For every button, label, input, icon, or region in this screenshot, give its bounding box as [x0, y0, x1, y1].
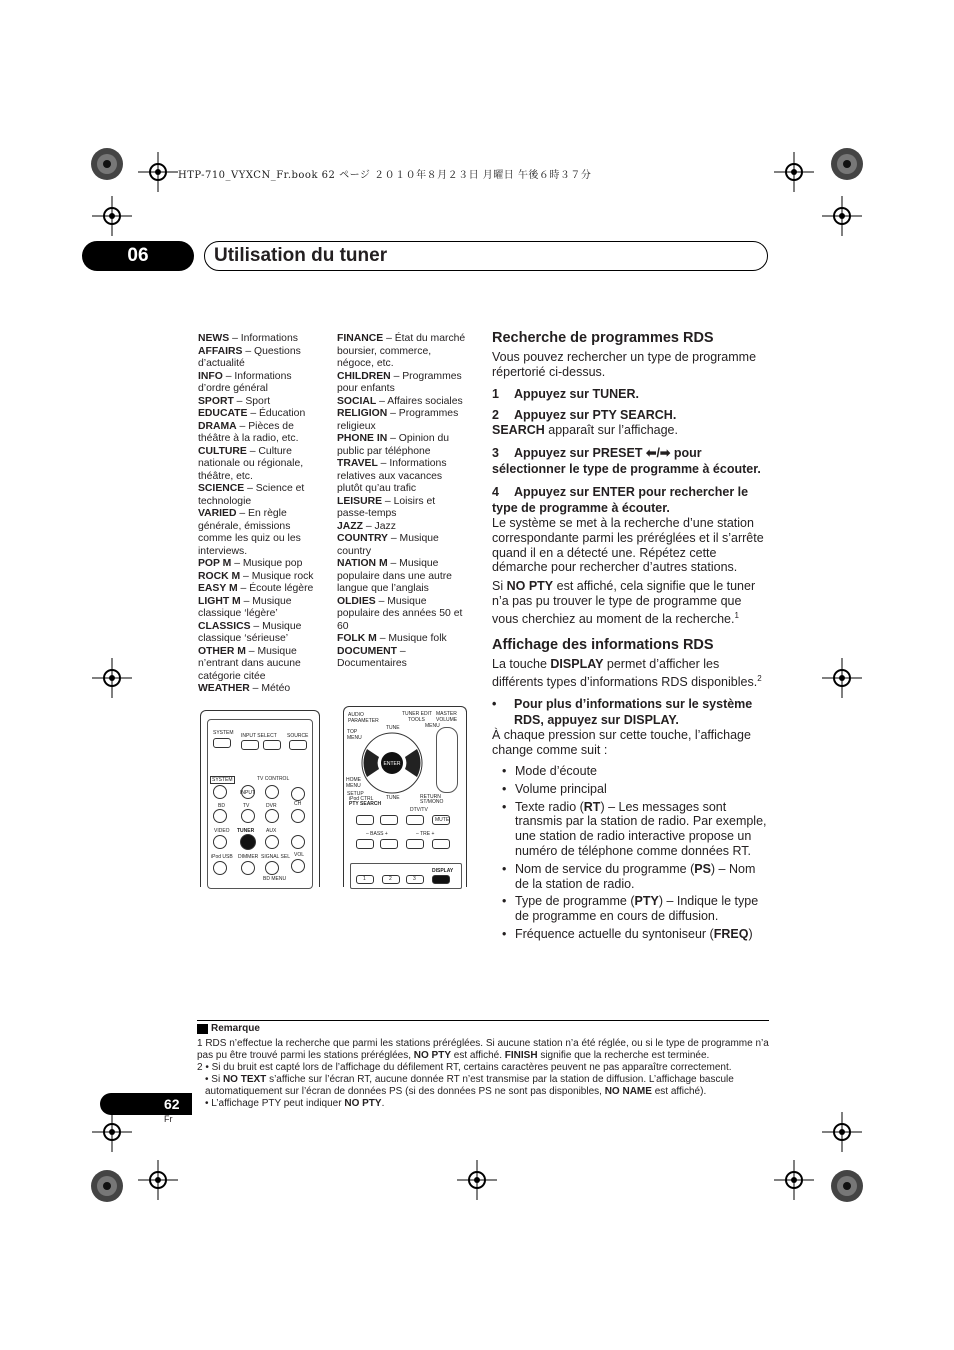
pty-entry: POP M – Musique pop [198, 558, 303, 569]
page-number: 62 [164, 1096, 180, 1112]
label-tune-top: TUNE [386, 725, 400, 731]
pty-entry: FOLK M – Musique folk [337, 633, 447, 644]
pty-entry: DRAMA – Pièces de théâtre à la radio, etc. [198, 420, 299, 444]
step-3: 3 Appuyez sur PRESET ⬅/➡ pour sélectionner le type de programme à écouter. [492, 445, 761, 476]
pty-entry: PHONE IN – Opinion du public par téléphone [337, 433, 450, 457]
note-2-line1: 2 • Si du bruit est capté lors de l’affichage du défilement RT, certains caractères peuvent ne pas apparaître correctement. [197, 1062, 732, 1073]
label-tre: – TRE + [416, 831, 435, 837]
crosshair-icon [138, 152, 178, 192]
crosshair-icon [92, 196, 132, 236]
label-ch: CH [294, 801, 302, 807]
label-dvr: DVR [266, 803, 277, 809]
pty-entry: OLDIES – Musique populaire des années 50 et 60 [337, 595, 463, 632]
label-return: RETURN [420, 794, 441, 800]
pty-entry: EDUCATE – Éducation [198, 408, 306, 419]
label-system: SYSTEM [213, 730, 234, 736]
chapter-number: 06 [82, 241, 194, 271]
section2-intro: La touche DISPLAY permet d’afficher les différents types d’informations RDS disponibles.$^2$ [492, 656, 762, 689]
print-info: HTP-710_VYXCN_Fr.book 62 ページ ２０１０年８月２３日 月曜日 午後６時３７分 [178, 170, 592, 181]
step-2: 2 Appuyez sur PTY SEARCH. [492, 408, 677, 423]
remote-control-illustration-left [200, 710, 320, 887]
label-menu: MENU [425, 723, 440, 729]
crosshair-icon [822, 658, 862, 698]
registration-sunburst-icon [87, 1166, 127, 1206]
pty-entry: FINANCE – État du marché boursier, commerce, négoce, etc. [337, 333, 466, 369]
crosshair-icon [92, 1112, 132, 1152]
label-pty-search: PTY SEARCH [349, 801, 382, 807]
crosshair-icon [138, 1160, 178, 1200]
pty-list-left [198, 333, 326, 696]
label-tools: TOOLS [408, 717, 425, 723]
label-bd: BD [218, 803, 225, 809]
label-bass: – BASS + [366, 831, 388, 837]
display-modes-list [492, 764, 768, 942]
label-tuner-edit: TUNER EDIT [402, 711, 432, 717]
pty-entry: LIGHT M – Musique classique ‘légère’ [198, 595, 292, 619]
pty-entry: AFFAIRS – Questions d’actualité [198, 345, 301, 369]
label-display: DISPLAY [432, 868, 454, 874]
section-title-rds-display: Affichage des informations RDS [492, 636, 714, 653]
label-1: 1 [363, 876, 366, 882]
section2-para: À chaque pression sur cette touche, l’affichage change comme suit : [492, 728, 751, 758]
bullet-step-display: • Pour plus d’informations sur le système RDS, appuyez sur DISPLAY. [492, 697, 753, 728]
label-source: SOURCE [287, 733, 309, 739]
label-signal-sel: SIGNAL SEL [261, 854, 290, 860]
display-mode-item: • Type de programme (PTY) – Indique le type de programme en cours de diffusion. [492, 894, 768, 924]
pty-entry: COUNTRY – Musique country [337, 533, 439, 557]
section1-para1: Le système se met à la recherche d’une station correspondante parmi les préréglées et il s’arrête quand il en a détecté une. Répétez cette démarche pour rechercher d’autres stations. [492, 515, 764, 575]
label-2: 2 [389, 876, 392, 882]
pty-entry: EASY M – Écoute légère [198, 583, 314, 594]
label-tune-bottom: TUNE [386, 795, 400, 801]
display-mode-item: • Mode d’écoute [492, 764, 768, 779]
pty-entry: JAZZ – Jazz [337, 520, 396, 532]
pty-entry: NEWS – Informations [198, 333, 298, 344]
note-1: 1 RDS n’effectue la recherche que parmi les stations préréglées. Si aucune station n’a été réglée, ou si le type de programme n’a pas pu être trouvé parmi les stations préréglées, NO PTY est affiché. FINISH signifie que la recherche est terminée. [197, 1038, 769, 1061]
chapter-title: Utilisation du tuner [214, 245, 388, 266]
section-title-rds-search: Recherche de programmes RDS [492, 330, 714, 346]
pty-entry: DOCUMENT – Documentaires [337, 645, 407, 669]
crosshair-icon [774, 152, 814, 192]
pty-entry: CLASSICS – Musique classique ‘sérieuse’ [198, 620, 302, 644]
note-title: Remarque [211, 1023, 260, 1034]
registration-sunburst-icon [827, 144, 867, 184]
registration-sunburst-icon [87, 144, 127, 184]
step-4: 4 Appuyez sur ENTER pour rechercher le type de programme à écouter. [492, 484, 749, 515]
step-2-detail: SEARCH apparaît sur l’affichage. [492, 423, 678, 438]
page-language: Fr [164, 1114, 173, 1124]
label-tv: TV [243, 803, 250, 809]
label-dimmer: DIMMER [238, 854, 259, 860]
pty-entry: TRAVEL – Informations relatives aux vacances plutôt qu’au trafic [337, 458, 447, 494]
label-vol: VOL [294, 852, 305, 858]
label-ipod-ctrl: iPod CTRL [349, 796, 374, 802]
crosshair-icon [92, 658, 132, 698]
label-system2: SYSTEM [212, 777, 233, 783]
label-input: INPUT [240, 790, 255, 796]
label-audio-parameter: AUDIO PARAMETER [348, 712, 379, 724]
display-mode-item: • Texte radio (RT) – Les messages sont transmis par la station de radio. Par exemple, une station de radio interactive propose un numéro de téléphone comme données RT. [492, 800, 768, 859]
display-mode-item: • Fréquence actuelle du syntoniseur (FREQ) [492, 927, 768, 942]
pty-entry: OTHER M – Musique n’entrant dans aucune catégorie citée [198, 645, 301, 682]
remarque-note [197, 1020, 769, 1110]
step-1: 1 Appuyez sur TUNER. [492, 386, 640, 401]
pty-entry: WEATHER – Météo [198, 683, 291, 694]
pty-entry: CHILDREN – Programmes pour enfants [337, 370, 462, 394]
label-tv-control: TV CONTROL [257, 776, 290, 782]
label-bd-menu: BD MENU [263, 876, 287, 882]
label-3: 3 [413, 876, 416, 882]
label-tuner: TUNER [237, 828, 255, 834]
pty-entry: SPORT – Sport [198, 395, 271, 407]
crosshair-icon [774, 1160, 814, 1200]
note-pencil-icon [197, 1024, 208, 1034]
label-setup: SETUP [347, 791, 364, 797]
label-input-select: INPUT SELECT [241, 733, 277, 739]
label-st-mono: ST/MONO [420, 799, 444, 805]
crosshair-icon [822, 1112, 862, 1152]
crosshair-icon [822, 196, 862, 236]
label-top-menu: TOP MENU [347, 729, 362, 741]
pty-entry: INFO – Informations d’ordre général [198, 370, 292, 394]
label-aux: AUX [266, 828, 277, 834]
navigation-pad-icon[interactable] [361, 729, 423, 797]
registration-sunburst-icon [827, 1166, 867, 1206]
pty-entry: SCIENCE – Science et technologie [198, 483, 305, 507]
pty-entry: LEISURE – Loisirs et passe-temps [337, 495, 436, 519]
note-2-line2: • Si NO TEXT s’affiche sur l’écran RT, aucune donnée RT n’est transmise par la station de diffusion. L’affichage bascule automatiquement sur l’écran de données PS (si des données PS ne sont pas disponibles, NO NAME est affiché). [205, 1074, 734, 1097]
label-mute: MUTE [435, 817, 450, 823]
display-mode-item: • Volume principal [492, 782, 768, 797]
pty-list-right [337, 333, 469, 671]
pty-entry: CULTURE – Culture nationale ou régionale, théâtre, etc. [198, 445, 304, 482]
pty-entry: ROCK M – Musique rock [198, 570, 314, 582]
pty-entry: RELIGION – Programmes religieux [337, 408, 459, 432]
section1-intro: Vous pouvez rechercher un type de programme répertorié ci-dessus. [492, 350, 757, 379]
label-master-volume: MASTER VOLUME [436, 711, 458, 723]
label-dtv-tv: DTV/TV [410, 807, 428, 813]
svg-text:ENTER: ENTER [383, 761, 401, 767]
label-video: VIDEO [214, 828, 230, 834]
section1-para2: Si NO PTY est affiché, cela signifie que le tuner n’a pas pu trouver le type de programme que vous cherchiez au moment de la recherche.$^1$ [492, 579, 756, 626]
display-mode-item: • Nom de service du programme (PS) – Nom de la station de radio. [492, 862, 768, 892]
crosshair-icon [457, 1160, 497, 1200]
right-column [492, 329, 768, 945]
note-2-line3: • L’affichage PTY peut indiquer NO PTY. [205, 1098, 385, 1109]
pty-entry: VARIED – En règle générale, émissions comme les quiz ou les interviews. [198, 508, 301, 557]
label-home-menu: HOME MENU [346, 777, 361, 789]
label-ipod-usb: iPod USB [211, 854, 233, 860]
remote-control-illustration-right [343, 706, 467, 887]
pty-entry: SOCIAL – Affaires sociales [337, 395, 463, 407]
pty-entry: NATION M – Musique populaire dans une autre langue que l’anglais [337, 558, 452, 594]
